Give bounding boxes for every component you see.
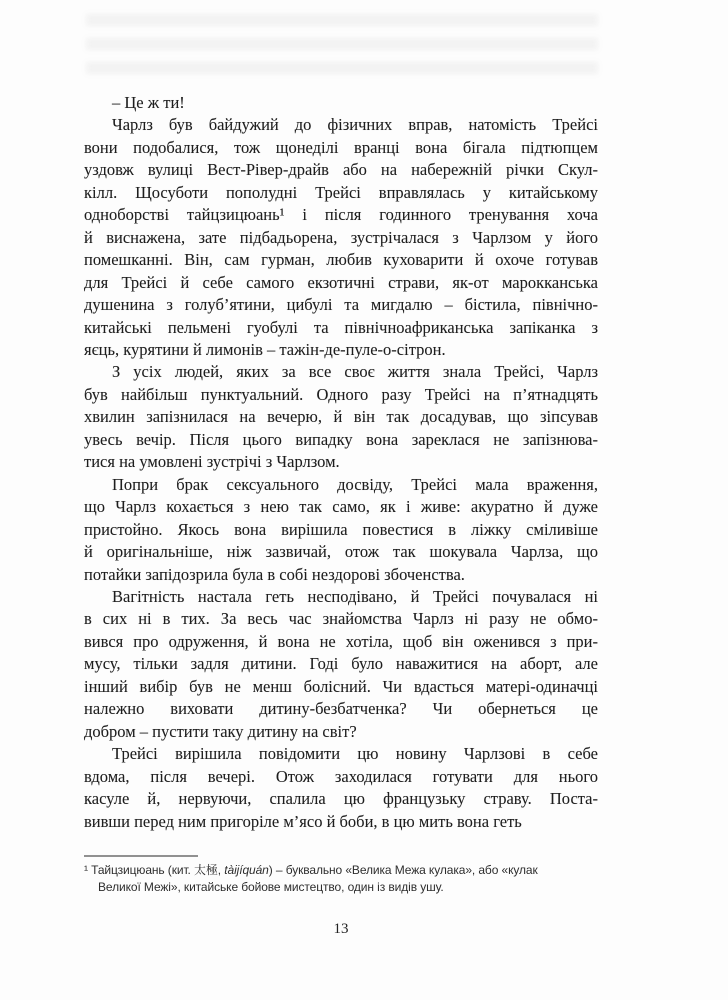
text-line: китайські пельмені гуобулі та північноафриканська запіканка з — [84, 317, 598, 337]
text-line: в сих ні в тих. За весь час знайомства Чарлз ні разу не обмо- — [84, 609, 598, 629]
text-line: вдома, після вечері. Отож заходилася готувати для нього — [84, 766, 598, 786]
footnote-text-post: ) – буквально «Велика Межа кулака», або «кулак — [268, 863, 538, 877]
paragraph-5 — [84, 586, 598, 743]
text-line: помешканні. Він, сам гурман, любив куховарити й охоче готував — [84, 250, 598, 270]
text-line: був найбільш пунктуальний. Одного разу Трейсі на п’ятнадцять — [84, 384, 598, 404]
body-text — [84, 92, 598, 833]
text-line: що Чарлз кохається з нею так само, як і живе: акуратно й дуже — [84, 497, 598, 517]
text-line: уздовж вулиці Вест-Рівер-драйв або на набережній річки Скул- — [84, 160, 598, 180]
text-line: Трейсі вирішила повідомити цю новину Чарлзові в себе — [112, 744, 598, 764]
text-line: Вагітність настала геть несподівано, й Трейсі почувалася ні — [112, 586, 598, 606]
paragraph-1 — [84, 92, 598, 114]
text-line: добром – пустити таку дитину на світ? — [84, 721, 357, 741]
footnote-text-pre: ¹ Тайцзицюань (кит. 太極, — [84, 863, 225, 877]
text-line: потайки запідозрила була в собі нездорові збоченства. — [84, 564, 465, 584]
text-line: інший вибір був не менш болісний. Чи вдасться матері-одиначці — [84, 676, 598, 696]
text-line: належно виховати дитину-безбатченка? Чи обернеться це — [84, 699, 598, 719]
page-number: 13 — [333, 921, 349, 937]
footnote-line-1 — [84, 862, 614, 879]
footnote-separator — [84, 855, 198, 857]
text-line: Чарлз був байдужий до фізичних вправ, натомість Трейсі — [112, 115, 598, 135]
text-line: для Трейсі й себе самого екзотичні страви, як-от марокканська — [84, 272, 598, 292]
text-line: пристойно. Якось вона вирішила повестися в ліжку сміливіше — [84, 519, 598, 539]
text-line: одноборстві тайцзицюань¹ і після годинного тренування хоча — [84, 205, 598, 225]
text-line: вони подобалися, тож щонеділі вранці вона бігала підтюпцем — [84, 137, 598, 157]
footnote — [84, 862, 614, 895]
text-line: яєць, курятини й лимонів – тажін-де-пуле-о-сітрон. — [84, 339, 446, 359]
paragraph-3 — [84, 361, 598, 473]
page-showthrough — [86, 14, 598, 80]
text-line: вивши перед ним пригоріле м’ясо й боби, в цю мить вона геть — [84, 811, 522, 831]
footnote-text-italic: tàijíquán — [224, 863, 269, 877]
text-line: й оригінальніше, ніж зазвичай, отож так шокувала Чарлза, що — [84, 542, 598, 562]
text-line: вився про одруження, й вона не хотіла, щоб він оженився з при- — [84, 631, 598, 651]
text-line: мусу, тільки задля дитини. Годі було наважитися на аборт, але — [84, 654, 598, 674]
paragraph-6 — [84, 743, 598, 833]
text-line: Попри брак сексуального досвіду, Трейсі мала враження, — [112, 474, 598, 494]
text-line: З усіх людей, яких за все своє життя знала Трейсі, Чарлз — [112, 362, 598, 382]
paragraph-2 — [84, 114, 598, 361]
paragraph-4 — [84, 474, 598, 586]
text-line: душенина з голуб’ятини, цибулі та мигдалю – бістила, північно- — [84, 295, 598, 315]
text-line: касуле й, нервуючи, спалила цю французьку страву. Поста- — [84, 789, 598, 809]
text-line: увесь вечір. Після цього випадку вона зареклася не запізнюва- — [84, 429, 598, 449]
text-line: хвилин запізнилася на вечерю, й він так досадував, що зіпсував — [84, 407, 598, 427]
text-line: кілл. Щосуботи пополудні Трейсі вправлялась у китайському — [84, 182, 598, 202]
text-line: – Це ж ти! — [112, 93, 185, 112]
footnote-line-2: Великої Межі», китайське бойове мистецтво, один із видів ушу. — [98, 879, 444, 894]
text-line: й виснажена, зате підбадьорена, зустрічалася з Чарлзом у його — [84, 227, 598, 247]
text-line: тися на умовлені зустрічі з Чарлзом. — [84, 452, 340, 472]
